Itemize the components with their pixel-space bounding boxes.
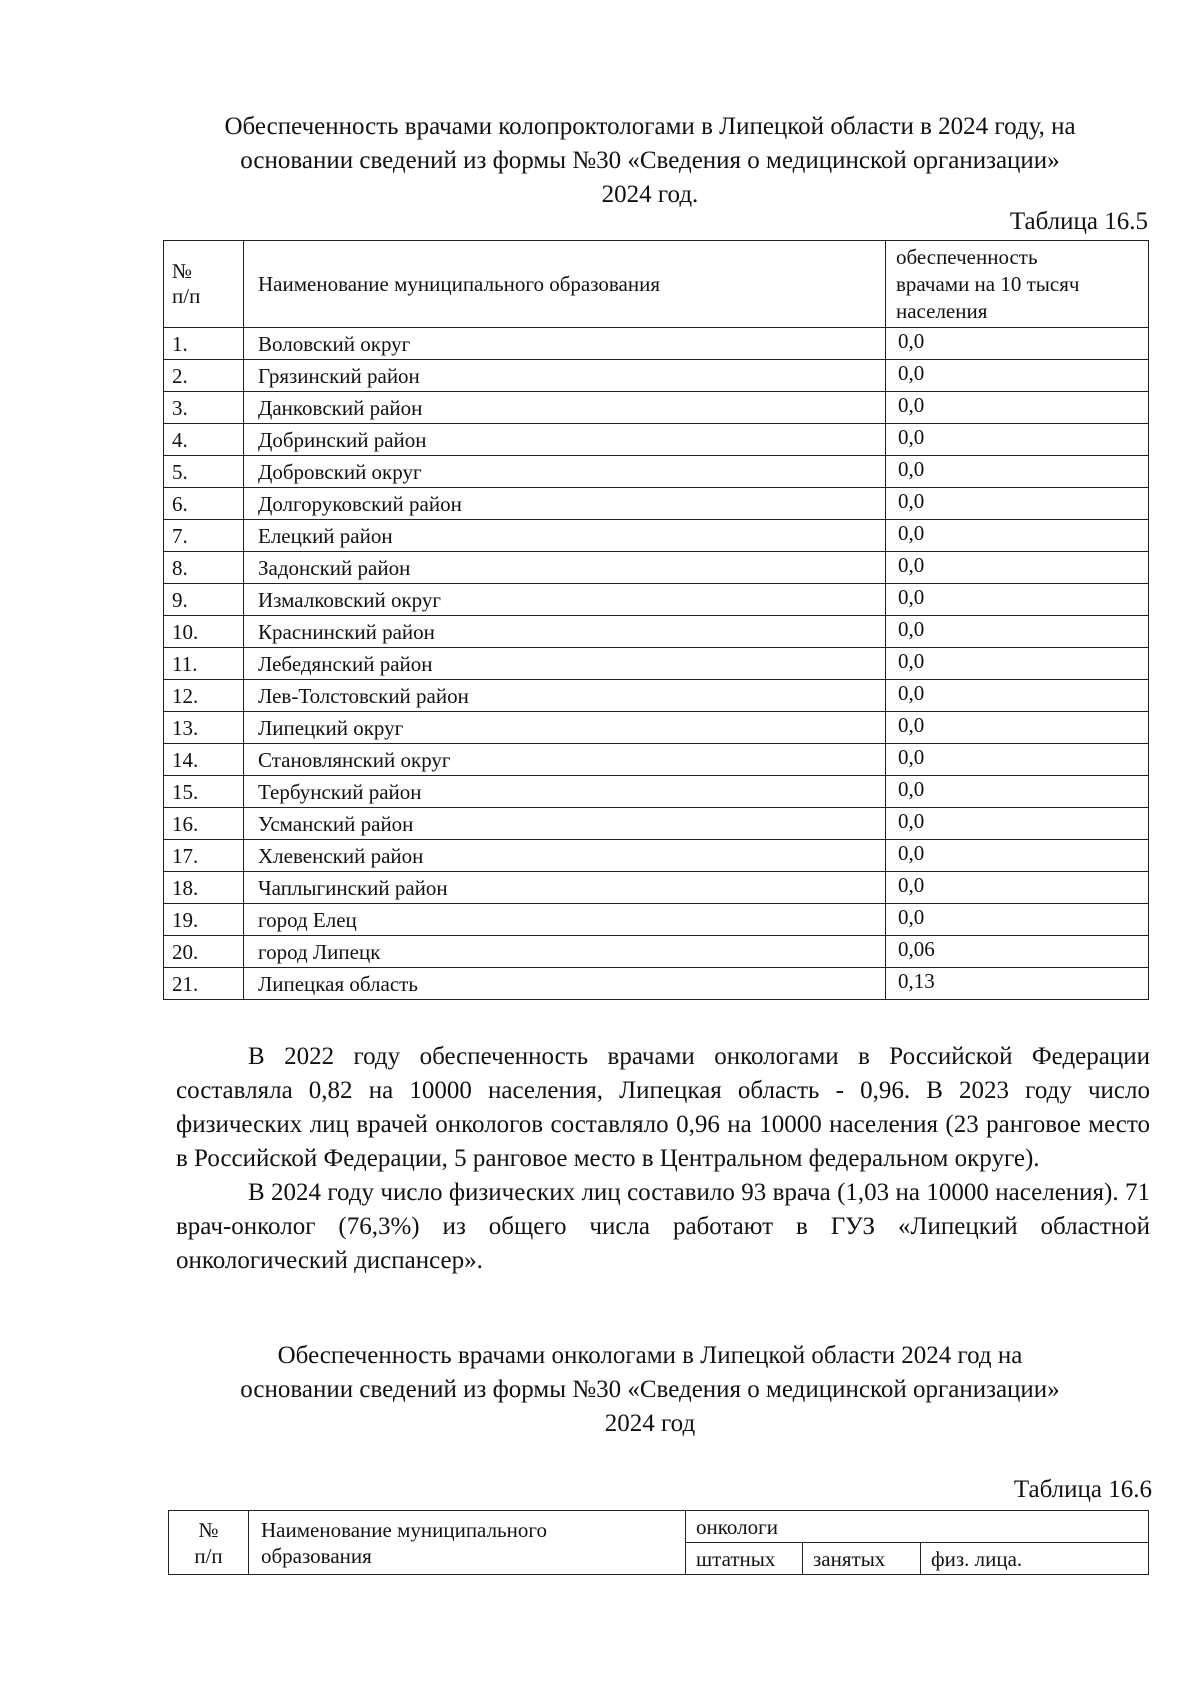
row-num: 6. [164, 488, 244, 520]
table-row [164, 616, 1149, 648]
table1-header-name: Наименование муниципального образования [244, 241, 886, 328]
table2-header-row1 [169, 1511, 1149, 1543]
table1-header-row [164, 241, 1149, 328]
row-value: 0,13 [886, 968, 1149, 1000]
row-name: Добринский район [244, 424, 886, 456]
table2-header-individuals: физ. лица. [921, 1543, 1149, 1575]
row-name: Задонский район [244, 552, 886, 584]
table1-title-line1: Обеспеченность врачами колопроктологами в Липецкой области в 2024 году, на [224, 113, 1076, 140]
table-row [164, 840, 1149, 872]
table2-title-line1: Обеспеченность врачами онкологами в Липецкой области 2024 год на [277, 1342, 1023, 1369]
header-value-line2: врачами на 10 тысяч [896, 271, 1080, 296]
row-num: 13. [164, 712, 244, 744]
row-num: 3. [164, 392, 244, 424]
paragraph-2022-2023: В 2022 году обеспеченность врачами онкологами в Российской Федерации составляла 0,82 на 10000 населения, Липецкая область - 0,96. В 2023 году число физических лиц врачей онкологов составляло 0,96 на 10000 населения (23 ранговое место в Российской Федерации, 5 ранговое место в Центральном федеральном округе). [176, 1043, 1150, 1172]
table-row [164, 776, 1149, 808]
row-name: Становлянский округ [244, 744, 886, 776]
row-name: Добровский округ [244, 456, 886, 488]
paragraph-2024: В 2024 году число физических лиц составило 93 врача (1,03 на 10000 населения). 71 врач-онколог (76,3%) из общего числа работают в ГУЗ «Липецкий областной онкологический диспансер». [176, 1179, 1150, 1274]
table1-number: Таблица 16.5 [1009, 208, 1148, 235]
row-num: 8. [164, 552, 244, 584]
table-row [164, 456, 1149, 488]
table1-title [150, 110, 1150, 212]
row-name: Тербунский район [244, 776, 886, 808]
row-name: Чаплыгинский район [244, 872, 886, 904]
row-num: 4. [164, 424, 244, 456]
row-value: 0,0 [886, 776, 1149, 808]
table2-header-staff: штатных [686, 1543, 803, 1575]
table-row [164, 712, 1149, 744]
row-num: 19. [164, 904, 244, 936]
table-row [164, 552, 1149, 584]
row-value: 0,0 [886, 520, 1149, 552]
table-row [164, 584, 1149, 616]
table-row [164, 392, 1149, 424]
t2-header-num-line2: п/п [194, 1543, 223, 1568]
table-row [164, 680, 1149, 712]
table2-title [170, 1339, 1130, 1441]
row-value: 0,0 [886, 648, 1149, 680]
table2-header-name [249, 1511, 686, 1575]
row-value: 0,0 [886, 744, 1149, 776]
row-num: 11. [164, 648, 244, 680]
table-row [164, 520, 1149, 552]
header-num-line2: п/п [172, 284, 201, 308]
table2-number: Таблица 16.6 [1013, 1476, 1152, 1503]
row-name: Данковский район [244, 392, 886, 424]
row-num: 15. [164, 776, 244, 808]
table1-title-line2: основании сведений из формы №30 «Сведения о медицинской организации» [240, 147, 1060, 174]
table1-header-num [164, 241, 244, 328]
row-value: 0,0 [886, 488, 1149, 520]
row-name: Хлевенский район [244, 840, 886, 872]
row-name: Елецкий район [244, 520, 886, 552]
table2-title-line3: 2024 год [604, 1410, 696, 1437]
table1-header-value [886, 241, 1149, 328]
row-value: 0,0 [886, 712, 1149, 744]
table2-header-num [169, 1511, 249, 1575]
row-name: Лев-Толстовский район [244, 680, 886, 712]
row-num: 17. [164, 840, 244, 872]
body-text [176, 1040, 1150, 1278]
t2-header-name-line1: Наименование муниципального [261, 1517, 547, 1542]
table-row [164, 328, 1149, 360]
row-name: Измалковский округ [244, 584, 886, 616]
t2-header-num-line1: № [198, 1517, 219, 1542]
table-row [164, 808, 1149, 840]
row-value: 0,0 [886, 424, 1149, 456]
row-value: 0,0 [886, 328, 1149, 360]
row-value: 0,0 [886, 616, 1149, 648]
table-row [164, 904, 1149, 936]
table-row [164, 360, 1149, 392]
row-name: Усманский район [244, 808, 886, 840]
header-value-line1: обеспеченность [896, 244, 1038, 269]
row-value: 0,0 [886, 584, 1149, 616]
row-name: Липецкая область [244, 968, 886, 1000]
table-16-5 [163, 240, 1149, 1000]
table1-title-line3: 2024 год. [601, 181, 699, 208]
table-row [164, 872, 1149, 904]
row-name: Долгоруковский район [244, 488, 886, 520]
row-value: 0,0 [886, 872, 1149, 904]
row-num: 5. [164, 456, 244, 488]
row-name: город Липецк [244, 936, 886, 968]
row-num: 21. [164, 968, 244, 1000]
table2-header-occupied: занятых [803, 1543, 921, 1575]
row-value: 0,0 [886, 680, 1149, 712]
header-value-line3: населения [896, 298, 988, 323]
row-num: 12. [164, 680, 244, 712]
row-num: 7. [164, 520, 244, 552]
t2-header-name-line2: образования [261, 1543, 372, 1568]
table-row [164, 744, 1149, 776]
row-num: 14. [164, 744, 244, 776]
row-value: 0,0 [886, 552, 1149, 584]
row-num: 9. [164, 584, 244, 616]
table2-title-line2: основании сведений из формы №30 «Сведения о медицинской организации» [240, 1376, 1060, 1403]
header-num-line1: № [172, 259, 193, 283]
row-value: 0,0 [886, 360, 1149, 392]
row-name: Грязинский район [244, 360, 886, 392]
row-value: 0,0 [886, 840, 1149, 872]
row-num: 20. [164, 936, 244, 968]
row-value: 0,0 [886, 392, 1149, 424]
row-num: 2. [164, 360, 244, 392]
table-row [164, 936, 1149, 968]
row-name: город Елец [244, 904, 886, 936]
row-num: 10. [164, 616, 244, 648]
row-num: 1. [164, 328, 244, 360]
table-16-6 [168, 1510, 1149, 1575]
row-name: Краснинский район [244, 616, 886, 648]
table-row [164, 488, 1149, 520]
row-num: 16. [164, 808, 244, 840]
table2-header-oncologists: онкологи [686, 1511, 1149, 1543]
row-value: 0,0 [886, 808, 1149, 840]
row-name: Лебедянский район [244, 648, 886, 680]
row-name: Липецкий округ [244, 712, 886, 744]
table-row [164, 968, 1149, 1000]
row-value: 0,0 [886, 456, 1149, 488]
table-row [164, 424, 1149, 456]
row-value: 0,06 [886, 936, 1149, 968]
table-row [164, 648, 1149, 680]
row-name: Воловский округ [244, 328, 886, 360]
row-value: 0,0 [886, 904, 1149, 936]
row-num: 18. [164, 872, 244, 904]
